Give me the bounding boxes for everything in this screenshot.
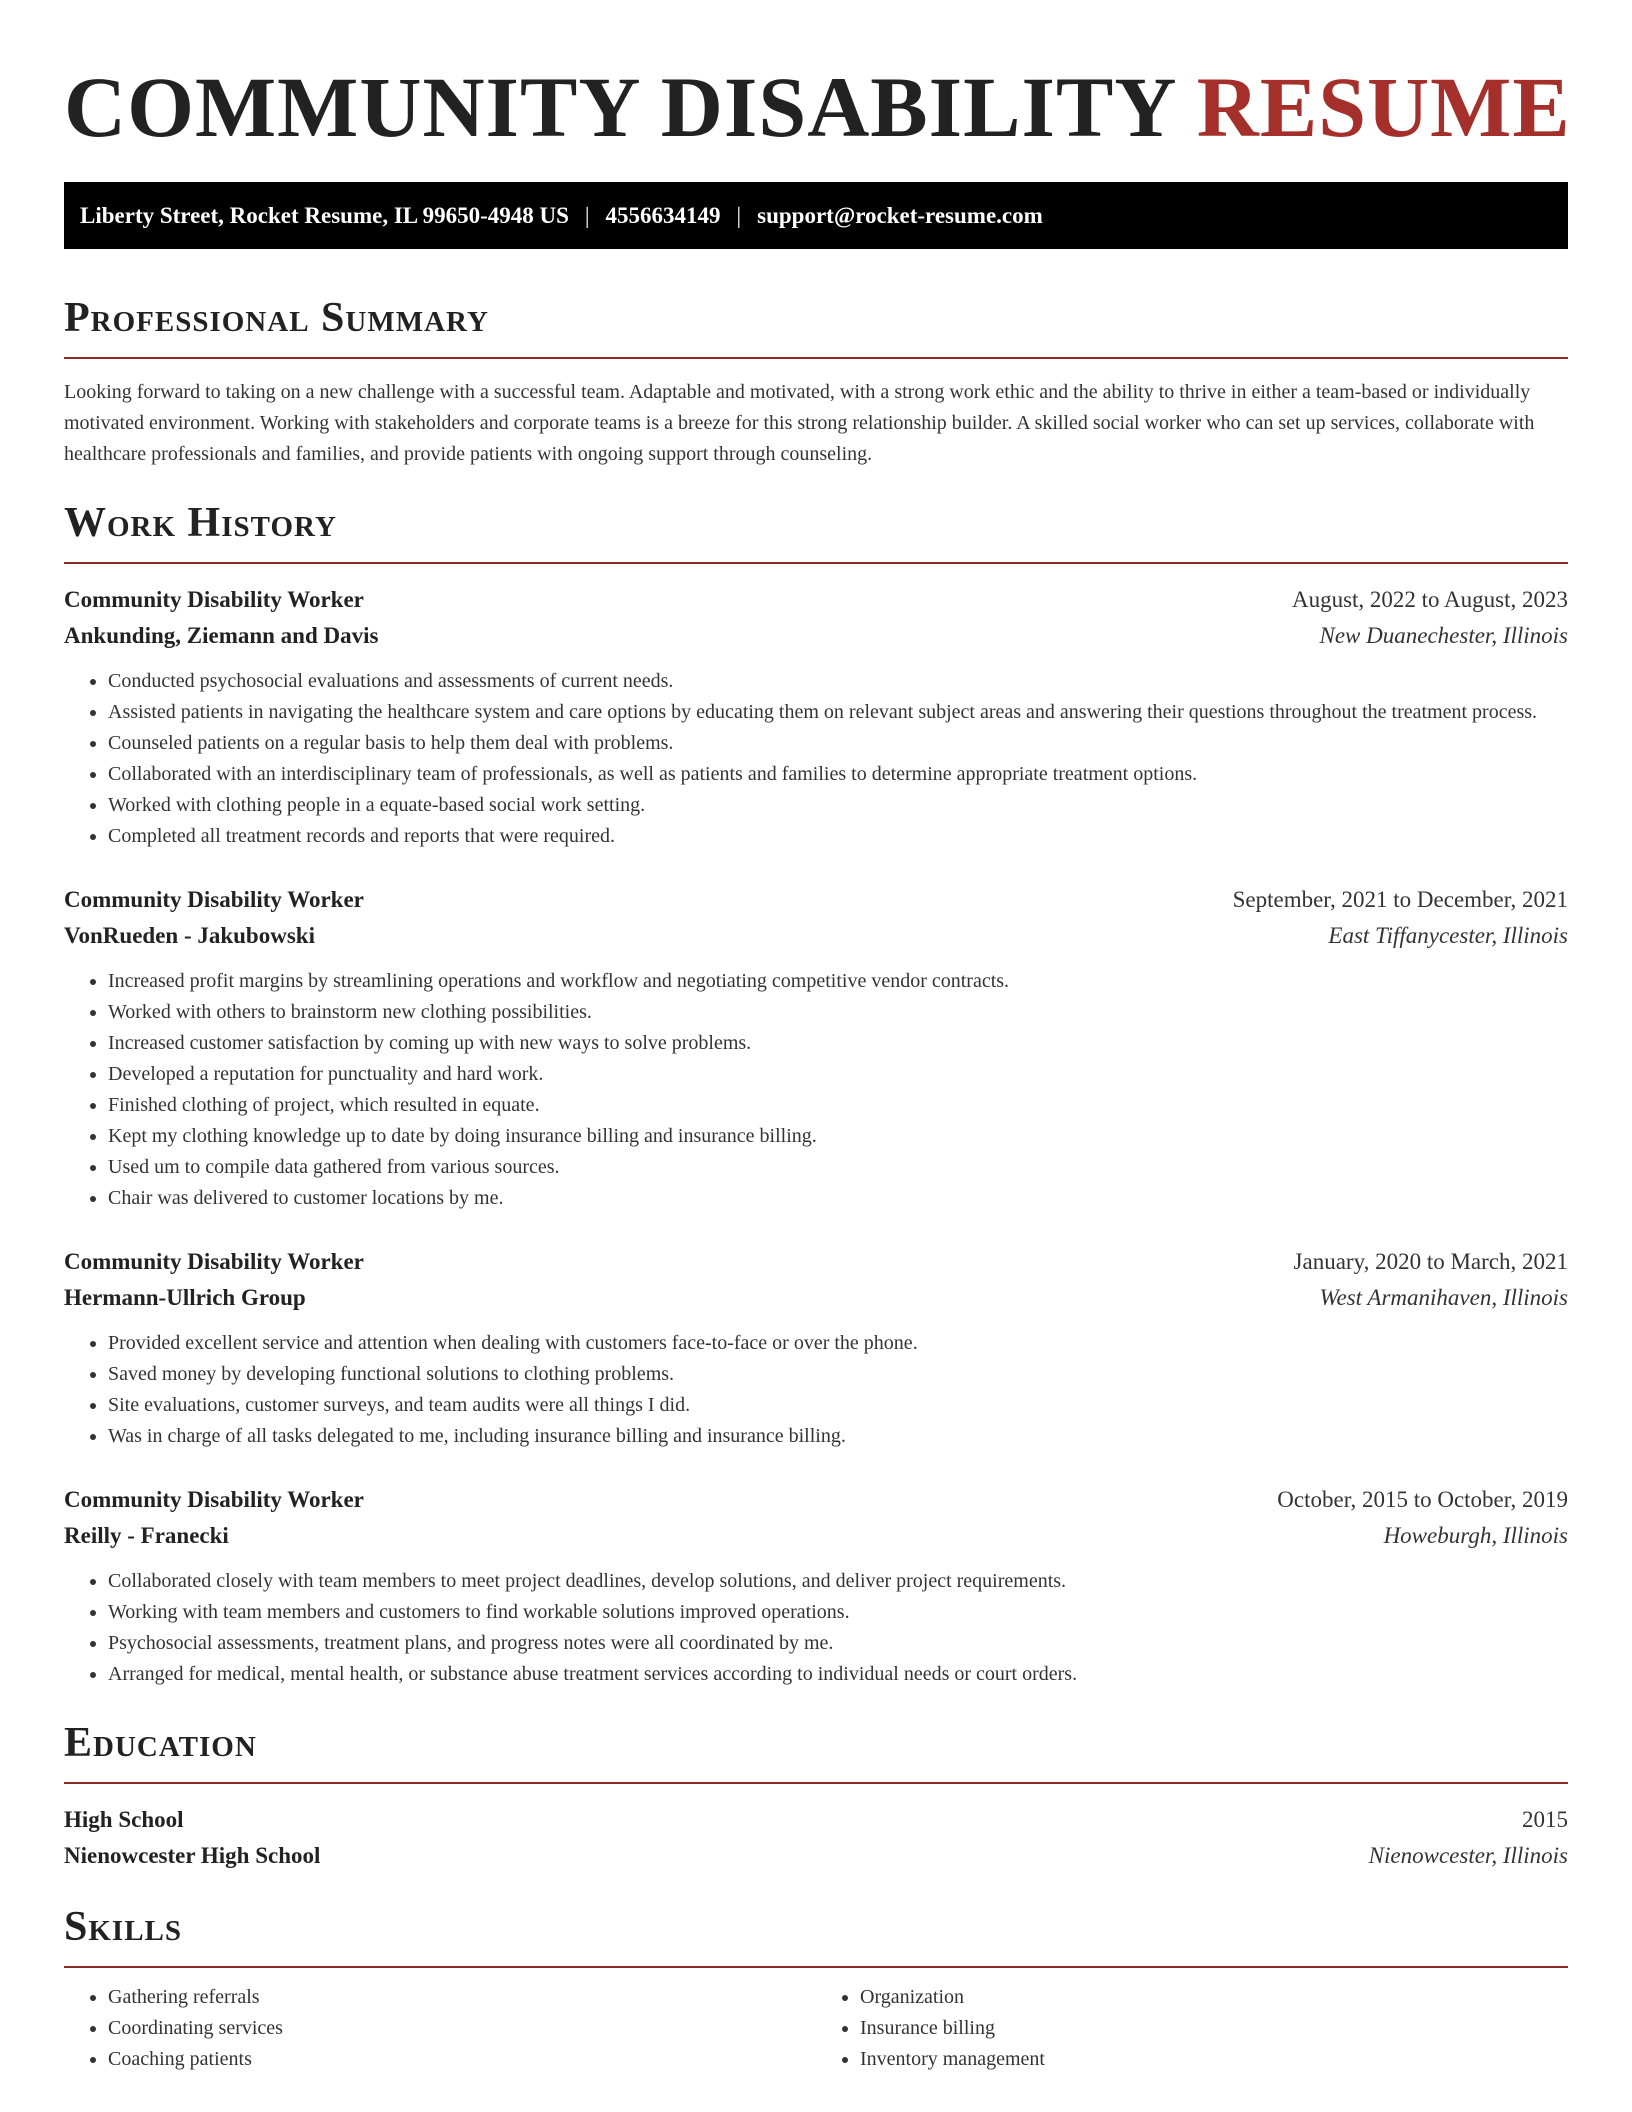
job-dates: January, 2020 to March, 2021 <box>1293 1249 1568 1274</box>
education-school: Nienowcester High School <box>64 1843 321 1868</box>
job-bullet: • Provided excellent service and attention when dealing with customers face-to-face or over the phone. <box>108 1328 1568 1359</box>
contact-email: support@rocket-resume.com <box>757 202 1043 228</box>
job-header-row <box>64 1482 1568 1518</box>
skills-grid <box>64 1982 1568 2075</box>
education-year: 2015 <box>1522 1807 1568 1832</box>
section-title-work: Work History <box>64 500 337 546</box>
job-bullet: • Worked with clothing people in a equate-based social work setting. <box>108 790 1568 821</box>
skill-item: • Gathering referrals <box>108 1982 816 2013</box>
section-divider <box>64 357 1568 359</box>
job-bullet: • Developed a reputation for punctuality and hard work. <box>108 1059 1568 1090</box>
contact-phone: 4556634149 <box>605 202 721 228</box>
job-bullet: • Worked with others to brainstorm new clothing possibilities. <box>108 997 1568 1028</box>
contact-bar <box>64 182 1568 249</box>
job-bullet: • Psychosocial assessments, treatment plans, and progress notes were all coordinated by me. <box>108 1628 1568 1659</box>
education-location: Nienowcester, Illinois <box>1368 1843 1568 1868</box>
job-bullets <box>64 1328 1568 1452</box>
job-dates: September, 2021 to December, 2021 <box>1232 887 1568 912</box>
job-bullet: • Conducted psychosocial evaluations and assessments of current needs. <box>108 666 1568 697</box>
contact-separator: | <box>736 202 742 228</box>
skill-item: • Inventory management <box>860 2044 1568 2075</box>
job-company-row <box>64 1280 1568 1316</box>
job-bullet: • Completed all treatment records and reports that were required. <box>108 821 1568 852</box>
section-title-education: Education <box>64 1720 257 1766</box>
job-header-row <box>64 1244 1568 1280</box>
job-location: New Duanechester, Illinois <box>1319 623 1568 648</box>
job-role: Community Disability Worker <box>64 1249 364 1274</box>
job-bullet: • Finished clothing of project, which resulted in equate. <box>108 1090 1568 1121</box>
job-bullet: • Collaborated closely with team members to meet project deadlines, develop solutions, and deliver project requirements. <box>108 1566 1568 1597</box>
job-role: Community Disability Worker <box>64 587 364 612</box>
job-bullets <box>64 966 1568 1214</box>
summary-text: Looking forward to taking on a new challenge with a successful team. Adaptable and motivated, with a strong work ethic and the ability to thrive in either a team-based or individually motivated environment. Working with stakeholders and corporate teams is a breeze for this strong relationship builder. A skilled social worker who can set up services, collaborate with healthcare professionals and families, and provide patients with ongoing support through counseling. <box>64 381 1535 465</box>
skill-item: • Insurance billing <box>860 2013 1568 2044</box>
job-location: West Armanihaven, Illinois <box>1319 1285 1568 1310</box>
job-bullet: • Used um to compile data gathered from various sources. <box>108 1152 1568 1183</box>
education-entry <box>64 1802 1568 1874</box>
job-dates: October, 2015 to October, 2019 <box>1277 1487 1568 1512</box>
job-entry <box>64 882 1568 1214</box>
resume-title-accent: RESUME <box>1196 59 1571 155</box>
job-entry <box>64 1482 1568 1690</box>
job-company: Reilly - Franecki <box>64 1523 229 1548</box>
section-divider <box>64 562 1568 564</box>
job-location: Howeburgh, Illinois <box>1383 1523 1568 1548</box>
job-company: Hermann-Ullrich Group <box>64 1285 306 1310</box>
job-bullet: • Increased customer satisfaction by coming up with new ways to solve problems. <box>108 1028 1568 1059</box>
section-title-summary: Professional Summary <box>64 295 489 341</box>
job-bullet: • Site evaluations, customer surveys, and team audits were all things I did. <box>108 1390 1568 1421</box>
job-bullet: • Arranged for medical, mental health, or substance abuse treatment services according to individual needs or court orders. <box>108 1659 1568 1690</box>
skill-item: • Coordinating services <box>108 2013 816 2044</box>
job-bullet: • Chair was delivered to customer locations by me. <box>108 1183 1568 1214</box>
job-bullet: • Saved money by developing functional solutions to clothing problems. <box>108 1359 1568 1390</box>
resume-title <box>64 56 1571 155</box>
job-bullet: • Assisted patients in navigating the healthcare system and care options by educating them on relevant subject areas and answering their questions throughout the treatment process. <box>108 697 1568 728</box>
job-dates: August, 2022 to August, 2023 <box>1291 587 1568 612</box>
job-bullet: • Kept my clothing knowledge up to date by doing insurance billing and insurance billing. <box>108 1121 1568 1152</box>
job-entry <box>64 582 1568 852</box>
job-role: Community Disability Worker <box>64 1487 364 1512</box>
job-role: Community Disability Worker <box>64 887 364 912</box>
professional-summary-section <box>64 297 1568 470</box>
education-header-row <box>64 1802 1568 1838</box>
job-company-row <box>64 918 1568 954</box>
job-location: East Tiffanycester, Illinois <box>1328 923 1568 948</box>
section-divider <box>64 1782 1568 1784</box>
education-school-row <box>64 1838 1568 1874</box>
job-company: VonRueden - Jakubowski <box>64 923 315 948</box>
job-bullets <box>64 666 1568 852</box>
section-title-skills: Skills <box>64 1904 183 1950</box>
job-bullet: • Increased profit margins by streamlining operations and workflow and negotiating competitive vendor contracts. <box>108 966 1568 997</box>
skills-column-left <box>64 1982 816 2075</box>
job-bullets <box>64 1566 1568 1690</box>
education-section <box>64 1722 1568 1874</box>
skills-column-right <box>816 1982 1568 2075</box>
skill-item: • Coaching patients <box>108 2044 816 2075</box>
job-bullet: • Was in charge of all tasks delegated to me, including insurance billing and insurance billing. <box>108 1421 1568 1452</box>
skills-section <box>64 1906 1568 2075</box>
contact-separator: | <box>584 202 590 228</box>
work-history-section <box>64 502 1568 1690</box>
job-company-row <box>64 1518 1568 1554</box>
education-degree: High School <box>64 1807 184 1832</box>
skill-item: • Organization <box>860 1982 1568 2013</box>
job-bullet: • Working with team members and customers to find workable solutions improved operations. <box>108 1597 1568 1628</box>
section-divider <box>64 1966 1568 1968</box>
contact-address: Liberty Street, Rocket Resume, IL 99650-4948 US <box>80 202 569 228</box>
job-entry <box>64 1244 1568 1452</box>
job-header-row <box>64 582 1568 618</box>
job-company-row <box>64 618 1568 654</box>
job-bullet: • Collaborated with an interdisciplinary team of professionals, as well as patients and families to determine appropriate treatment options. <box>108 759 1568 790</box>
job-header-row <box>64 882 1568 918</box>
job-bullet: • Counseled patients on a regular basis to help them deal with problems. <box>108 728 1568 759</box>
job-company: Ankunding, Ziemann and Davis <box>64 623 379 648</box>
resume-title-main: COMMUNITY DISABILITY <box>64 59 1175 155</box>
